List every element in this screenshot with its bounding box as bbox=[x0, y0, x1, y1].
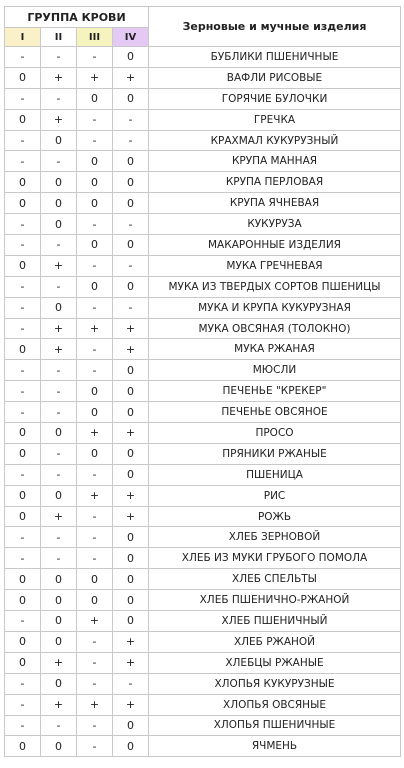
group-iii-value: - bbox=[77, 47, 113, 68]
group-ii-value: 0 bbox=[41, 193, 77, 214]
table-row bbox=[5, 694, 401, 715]
blood-type-food-table bbox=[4, 6, 401, 757]
group-iii-value: 0 bbox=[77, 381, 113, 402]
group-iii-value: + bbox=[77, 611, 113, 632]
group-ii-value: + bbox=[41, 506, 77, 527]
group-i-value: 0 bbox=[5, 67, 41, 88]
food-name: ХЛЕБ СПЕЛЬТЫ bbox=[149, 569, 401, 590]
group-iv-value: - bbox=[113, 130, 149, 151]
table-row bbox=[5, 423, 401, 444]
group-i-value: 0 bbox=[5, 631, 41, 652]
group-iii-value: - bbox=[77, 548, 113, 569]
group-iii-value: 0 bbox=[77, 88, 113, 109]
group-i-value: - bbox=[5, 527, 41, 548]
group-ii-value: + bbox=[41, 255, 77, 276]
table-row bbox=[5, 443, 401, 464]
category-header: Зерновые и мучные изделия bbox=[149, 7, 401, 47]
table-row bbox=[5, 548, 401, 569]
group-iv-value: 0 bbox=[113, 381, 149, 402]
group-iv-value: 0 bbox=[113, 527, 149, 548]
group-iv-value: + bbox=[113, 339, 149, 360]
group-ii-value: - bbox=[41, 443, 77, 464]
group-ii-value: 0 bbox=[41, 569, 77, 590]
group-ii-value: + bbox=[41, 652, 77, 673]
table-row bbox=[5, 485, 401, 506]
food-name: ХЛОПЬЯ ОВСЯНЫЕ bbox=[149, 694, 401, 715]
group-iv-value: 0 bbox=[113, 172, 149, 193]
group-iv-value: - bbox=[113, 109, 149, 130]
group-iii-value: - bbox=[77, 652, 113, 673]
table-header bbox=[5, 7, 401, 47]
food-name: БУБЛИКИ ПШЕНИЧНЫЕ bbox=[149, 47, 401, 68]
group-i-value: 0 bbox=[5, 652, 41, 673]
table-row bbox=[5, 193, 401, 214]
group-i-value: 0 bbox=[5, 423, 41, 444]
group-iv-header: IV bbox=[113, 28, 149, 47]
group-ii-value: - bbox=[41, 360, 77, 381]
group-iv-value: + bbox=[113, 506, 149, 527]
group-iii-value: 0 bbox=[77, 276, 113, 297]
food-name: КРУПА ЯЧНЕВАЯ bbox=[149, 193, 401, 214]
group-i-value: 0 bbox=[5, 736, 41, 757]
group-i-value: 0 bbox=[5, 109, 41, 130]
table-row bbox=[5, 255, 401, 276]
food-name: КРУПА ПЕРЛОВАЯ bbox=[149, 172, 401, 193]
group-iv-value: - bbox=[113, 673, 149, 694]
group-ii-value: - bbox=[41, 527, 77, 548]
table-row bbox=[5, 673, 401, 694]
table-row bbox=[5, 402, 401, 423]
food-name: ХЛОПЬЯ ПШЕНИЧНЫЕ bbox=[149, 715, 401, 736]
group-ii-value: - bbox=[41, 88, 77, 109]
group-ii-value: 0 bbox=[41, 214, 77, 235]
group-i-value: - bbox=[5, 47, 41, 68]
food-name: ПРОСО bbox=[149, 423, 401, 444]
food-name: МУКА ГРЕЧНЕВАЯ bbox=[149, 255, 401, 276]
food-name: ХЛЕБЦЫ РЖАНЫЕ bbox=[149, 652, 401, 673]
group-ii-header: II bbox=[41, 28, 77, 47]
group-iv-value: 0 bbox=[113, 443, 149, 464]
group-i-value: - bbox=[5, 381, 41, 402]
table-row bbox=[5, 67, 401, 88]
group-iv-value: 0 bbox=[113, 736, 149, 757]
group-i-value: - bbox=[5, 673, 41, 694]
table-row bbox=[5, 276, 401, 297]
group-i-value: 0 bbox=[5, 506, 41, 527]
group-i-value: 0 bbox=[5, 569, 41, 590]
group-iii-value: - bbox=[77, 527, 113, 548]
group-i-value: - bbox=[5, 297, 41, 318]
table-body bbox=[5, 47, 401, 757]
group-ii-value: 0 bbox=[41, 423, 77, 444]
group-ii-value: 0 bbox=[41, 673, 77, 694]
food-name: ПЕЧЕНЬЕ "КРЕКЕР" bbox=[149, 381, 401, 402]
group-iv-value: 0 bbox=[113, 590, 149, 611]
group-iv-value: + bbox=[113, 631, 149, 652]
group-ii-value: - bbox=[41, 548, 77, 569]
food-name: МЮСЛИ bbox=[149, 360, 401, 381]
table-row bbox=[5, 527, 401, 548]
group-iii-value: - bbox=[77, 464, 113, 485]
group-iv-value: 0 bbox=[113, 47, 149, 68]
group-iv-value: 0 bbox=[113, 360, 149, 381]
group-iv-value: + bbox=[113, 652, 149, 673]
table-row bbox=[5, 360, 401, 381]
group-i-value: 0 bbox=[5, 443, 41, 464]
group-ii-value: + bbox=[41, 109, 77, 130]
group-iv-value: + bbox=[113, 67, 149, 88]
group-ii-value: - bbox=[41, 47, 77, 68]
group-i-value: - bbox=[5, 214, 41, 235]
food-name: ГРЕЧКА bbox=[149, 109, 401, 130]
food-name: ХЛЕБ РЖАНОЙ bbox=[149, 631, 401, 652]
food-name: ХЛЕБ ПШЕНИЧНЫЙ bbox=[149, 611, 401, 632]
group-ii-value: + bbox=[41, 67, 77, 88]
group-iii-value: + bbox=[77, 318, 113, 339]
food-name: ГОРЯЧИЕ БУЛОЧКИ bbox=[149, 88, 401, 109]
food-name: ХЛЕБ ИЗ МУКИ ГРУБОГО ПОМОЛА bbox=[149, 548, 401, 569]
food-name: ХЛОПЬЯ КУКУРУЗНЫЕ bbox=[149, 673, 401, 694]
group-iv-value: 0 bbox=[113, 548, 149, 569]
group-i-header: I bbox=[5, 28, 41, 47]
group-ii-value: + bbox=[41, 318, 77, 339]
group-iv-value: + bbox=[113, 485, 149, 506]
group-iii-value: - bbox=[77, 255, 113, 276]
table-row bbox=[5, 88, 401, 109]
group-iii-value: 0 bbox=[77, 443, 113, 464]
group-iv-value: 0 bbox=[113, 402, 149, 423]
table-row bbox=[5, 736, 401, 757]
group-ii-value: - bbox=[41, 715, 77, 736]
group-ii-value: - bbox=[41, 276, 77, 297]
table-row bbox=[5, 297, 401, 318]
group-i-value: - bbox=[5, 694, 41, 715]
group-iv-value: + bbox=[113, 423, 149, 444]
table-row bbox=[5, 339, 401, 360]
group-iii-value: - bbox=[77, 631, 113, 652]
group-iii-value: - bbox=[77, 506, 113, 527]
group-iv-value: 0 bbox=[113, 715, 149, 736]
food-name: МАКАРОННЫЕ ИЗДЕЛИЯ bbox=[149, 235, 401, 256]
group-iv-value: 0 bbox=[113, 151, 149, 172]
food-name: ВАФЛИ РИСОВЫЕ bbox=[149, 67, 401, 88]
group-i-value: - bbox=[5, 276, 41, 297]
group-i-value: - bbox=[5, 151, 41, 172]
table-row bbox=[5, 130, 401, 151]
group-i-value: 0 bbox=[5, 193, 41, 214]
group-iii-header: III bbox=[77, 28, 113, 47]
group-iv-value: + bbox=[113, 694, 149, 715]
group-i-value: - bbox=[5, 88, 41, 109]
group-i-value: - bbox=[5, 235, 41, 256]
group-iii-value: - bbox=[77, 673, 113, 694]
table-row bbox=[5, 611, 401, 632]
group-ii-value: + bbox=[41, 694, 77, 715]
group-iv-value: 0 bbox=[113, 235, 149, 256]
group-iii-value: 0 bbox=[77, 402, 113, 423]
group-i-value: - bbox=[5, 464, 41, 485]
group-iii-value: 0 bbox=[77, 151, 113, 172]
table-row bbox=[5, 47, 401, 68]
group-ii-value: 0 bbox=[41, 297, 77, 318]
group-iii-value: 0 bbox=[77, 193, 113, 214]
group-ii-value: 0 bbox=[41, 130, 77, 151]
food-name: РОЖЬ bbox=[149, 506, 401, 527]
food-name: РИС bbox=[149, 485, 401, 506]
food-name: ХЛЕБ ЗЕРНОВОЙ bbox=[149, 527, 401, 548]
table-row bbox=[5, 590, 401, 611]
group-ii-value: 0 bbox=[41, 631, 77, 652]
group-iii-value: 0 bbox=[77, 590, 113, 611]
group-iv-value: 0 bbox=[113, 464, 149, 485]
group-iv-value: 0 bbox=[113, 88, 149, 109]
group-iii-value: - bbox=[77, 339, 113, 360]
table-row bbox=[5, 381, 401, 402]
table-row bbox=[5, 506, 401, 527]
group-iv-value: 0 bbox=[113, 611, 149, 632]
group-i-value: - bbox=[5, 318, 41, 339]
group-iv-value: - bbox=[113, 297, 149, 318]
food-name: МУКА И КРУПА КУКУРУЗНАЯ bbox=[149, 297, 401, 318]
group-iii-value: - bbox=[77, 297, 113, 318]
group-i-value: 0 bbox=[5, 590, 41, 611]
group-iii-value: - bbox=[77, 360, 113, 381]
group-iii-value: + bbox=[77, 485, 113, 506]
food-name: ПРЯНИКИ РЖАНЫЕ bbox=[149, 443, 401, 464]
group-iii-value: - bbox=[77, 130, 113, 151]
table-row bbox=[5, 151, 401, 172]
group-iii-value: 0 bbox=[77, 172, 113, 193]
table-row bbox=[5, 172, 401, 193]
group-ii-value: 0 bbox=[41, 172, 77, 193]
group-i-value: - bbox=[5, 611, 41, 632]
food-name: КРАХМАЛ КУКУРУЗНЫЙ bbox=[149, 130, 401, 151]
group-iv-value: - bbox=[113, 255, 149, 276]
food-name: ХЛЕБ ПШЕНИЧНО-РЖАНОЙ bbox=[149, 590, 401, 611]
group-i-value: - bbox=[5, 548, 41, 569]
group-i-value: 0 bbox=[5, 339, 41, 360]
group-i-value: 0 bbox=[5, 172, 41, 193]
group-ii-value: 0 bbox=[41, 736, 77, 757]
group-i-value: - bbox=[5, 402, 41, 423]
group-ii-value: - bbox=[41, 464, 77, 485]
group-iii-value: + bbox=[77, 694, 113, 715]
food-name: КРУПА МАННАЯ bbox=[149, 151, 401, 172]
food-name: МУКА ИЗ ТВЕРДЫХ СОРТОВ ПШЕНИЦЫ bbox=[149, 276, 401, 297]
group-iii-value: - bbox=[77, 736, 113, 757]
group-i-value: - bbox=[5, 360, 41, 381]
group-iii-value: - bbox=[77, 109, 113, 130]
group-iv-value: - bbox=[113, 214, 149, 235]
group-ii-value: - bbox=[41, 151, 77, 172]
group-ii-value: 0 bbox=[41, 611, 77, 632]
group-ii-value: - bbox=[41, 402, 77, 423]
group-ii-value: 0 bbox=[41, 485, 77, 506]
table-row bbox=[5, 214, 401, 235]
group-iii-value: - bbox=[77, 214, 113, 235]
group-iv-value: 0 bbox=[113, 276, 149, 297]
group-iii-value: + bbox=[77, 423, 113, 444]
group-iv-value: 0 bbox=[113, 569, 149, 590]
group-i-value: 0 bbox=[5, 255, 41, 276]
group-iii-value: 0 bbox=[77, 235, 113, 256]
group-i-value: 0 bbox=[5, 485, 41, 506]
group-ii-value: - bbox=[41, 381, 77, 402]
group-ii-value: 0 bbox=[41, 590, 77, 611]
food-name: ЯЧМЕНЬ bbox=[149, 736, 401, 757]
group-iv-value: 0 bbox=[113, 193, 149, 214]
group-i-value: - bbox=[5, 130, 41, 151]
table-row bbox=[5, 109, 401, 130]
group-iii-value: 0 bbox=[77, 569, 113, 590]
group-iii-value: - bbox=[77, 715, 113, 736]
food-name: ПЕЧЕНЬЕ ОВСЯНОЕ bbox=[149, 402, 401, 423]
group-i-value: - bbox=[5, 715, 41, 736]
food-name: КУКУРУЗА bbox=[149, 214, 401, 235]
group-ii-value: + bbox=[41, 339, 77, 360]
table-row bbox=[5, 464, 401, 485]
food-name: ПШЕНИЦА bbox=[149, 464, 401, 485]
blood-group-header: ГРУППА КРОВИ bbox=[5, 7, 149, 28]
table-row bbox=[5, 235, 401, 256]
table-row bbox=[5, 652, 401, 673]
group-iii-value: + bbox=[77, 67, 113, 88]
group-ii-value: - bbox=[41, 235, 77, 256]
table-row bbox=[5, 715, 401, 736]
group-iv-value: + bbox=[113, 318, 149, 339]
food-name: МУКА РЖАНАЯ bbox=[149, 339, 401, 360]
table-row bbox=[5, 318, 401, 339]
table-row bbox=[5, 569, 401, 590]
food-name: МУКА ОВСЯНАЯ (ТОЛОКНО) bbox=[149, 318, 401, 339]
table-row bbox=[5, 631, 401, 652]
